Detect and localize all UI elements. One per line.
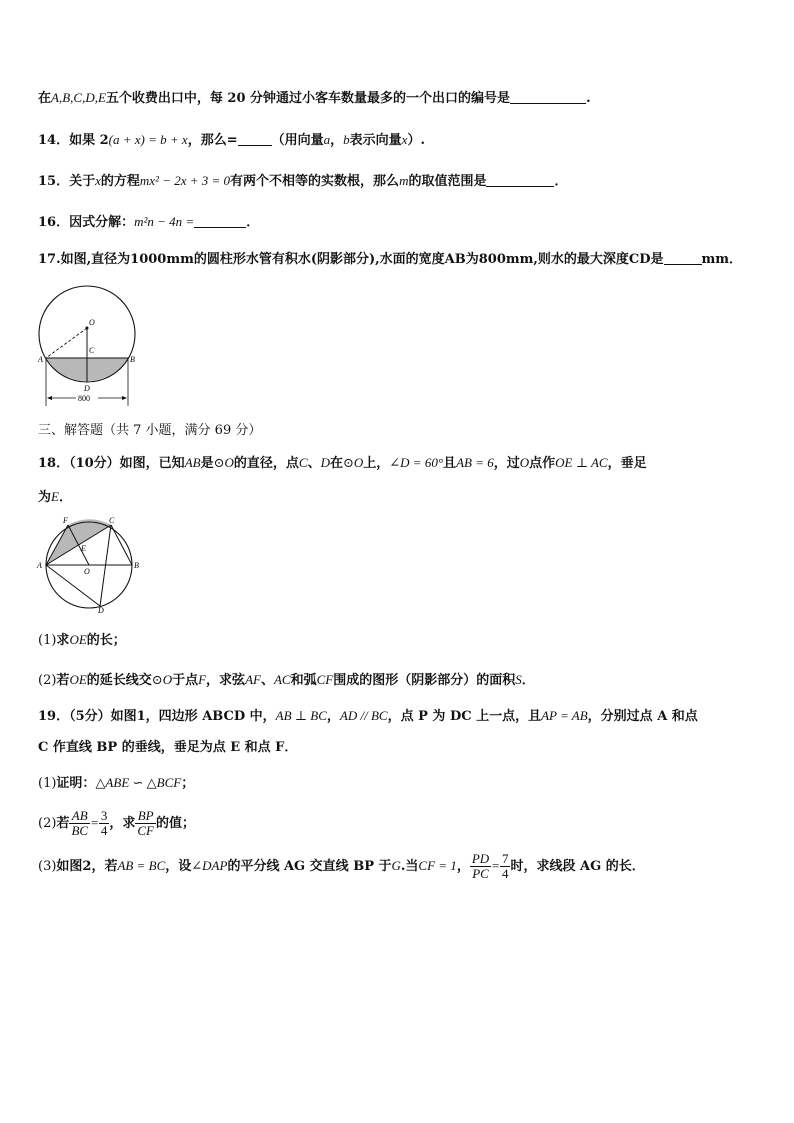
q18-circ: ⊙O (213, 455, 234, 470)
q14-paren: （用向量 (271, 133, 324, 148)
q15-post: 的取值范围是 (408, 174, 487, 189)
q19-num: 19．（5分）如图1，四边形 ABCD 中， (38, 709, 276, 724)
q18-perp: OE ⊥ AC (555, 455, 608, 470)
q18-text-line2 (38, 488, 72, 507)
q18p2-af: AF (245, 672, 261, 687)
q18-t3: 、 (307, 456, 321, 471)
q17-label-c: C (89, 346, 95, 355)
q17-arrow-left-icon (47, 396, 52, 400)
q19p2-t2: ，求 (109, 816, 136, 831)
q19-line2: C 作直线 BP 的垂线，垂足为点 E 和点 F． (38, 740, 298, 755)
q18-chord-ad (46, 565, 100, 606)
q16-end: ． (246, 215, 260, 230)
q19p2-t1: 若 (56, 816, 70, 831)
q19p3-g: G (391, 858, 401, 873)
q19p3-frac-7-4 (500, 852, 511, 881)
q19p2-frac-bp-cf (135, 809, 156, 838)
q18-label-a: A (37, 561, 42, 570)
q19-part1 (38, 774, 194, 793)
q19p2-f1n: AB (69, 809, 90, 824)
q18-c: C (298, 455, 308, 470)
q14-expr: (a + x) = b + x (108, 132, 188, 147)
q15-x: x (95, 173, 101, 188)
q14-sep: ， (330, 133, 344, 148)
q17-label-o: O (89, 318, 95, 327)
q18-label-b: B (134, 561, 139, 570)
q19-c1: AB ⊥ BC (275, 708, 327, 723)
q18-d: D (320, 455, 330, 470)
q19p1-t2: ； (181, 776, 195, 791)
q15-mid: 的方程 (100, 174, 140, 189)
q17-pipe-figure (34, 282, 144, 412)
q15-equation: mx² − 2x + 3 = 0 (139, 173, 231, 188)
q19-part3 (38, 849, 645, 884)
q19-t2: ，点 P 为 DC 上一点，且 (387, 709, 542, 724)
q19p2-n: (2) (38, 816, 57, 831)
q13-post: . (586, 91, 591, 106)
q18-chord-cb (111, 525, 132, 565)
q18-label-c: C (109, 516, 115, 525)
q18p2-t3: 于点 (172, 673, 199, 688)
q17-end: mm． (701, 252, 743, 267)
q19-c3: AP = AB (541, 708, 588, 723)
q18p2-t2: 的延长线交 (86, 673, 152, 688)
q18b-e: E (51, 489, 59, 504)
q18p2-n: (2) (38, 673, 57, 688)
q18-label-e: E (81, 544, 86, 553)
q18-circ2: ⊙O (342, 455, 364, 470)
q17-label-a: A (38, 355, 43, 364)
q17-answer-blank[interactable] (664, 250, 702, 265)
q13-vars: A,B,C,D,E (51, 90, 106, 105)
q19p3-t4: .当 (400, 859, 419, 874)
q15-num: 15．关于 (38, 174, 96, 189)
q18-label-d: D (98, 606, 104, 613)
q18-t2: 的直径，点 (233, 456, 299, 471)
q19p2-f3n: BP (135, 809, 156, 824)
q18p2-t1: 若 (56, 673, 70, 688)
q19p2-f2d: 4 (100, 823, 108, 838)
q18p2-t5: 、 (260, 673, 274, 688)
q18-ab: AB (184, 455, 201, 470)
q19p3-frac-pd-pc (470, 852, 491, 881)
q14-answer-blank[interactable] (238, 131, 272, 146)
q18p2-circ: ⊙O (151, 672, 173, 687)
q19p3-t1: 如图2，若 (56, 859, 118, 874)
q13-pre: 在 (38, 91, 52, 106)
q19p2-f1d: BC (71, 823, 89, 838)
q19-text-line2 (38, 739, 297, 757)
q19p2-f2n: 3 (100, 808, 108, 823)
q14-end: ）. (407, 133, 425, 148)
q18p2-t7: 围成的图形（阴影部分）的面积 (333, 673, 516, 688)
q16-expr: m²n − 4n = (134, 214, 195, 229)
q16-text (38, 213, 259, 232)
q18-t4: 在 (329, 456, 343, 471)
q19p3-c2: CF = 1 (418, 858, 457, 873)
q18b-t1: 为 (38, 490, 52, 505)
q19p3-t5: ， (456, 859, 470, 874)
q18-part1 (38, 631, 126, 650)
q18-o: O (519, 455, 530, 470)
q18-ab6: AB = 6 (456, 455, 494, 470)
q19p2-t3: 的值； (155, 816, 195, 831)
q19p3-n: (3) (38, 859, 57, 874)
q18-circle-figure (34, 513, 144, 613)
q18p2-ac: AC (273, 672, 291, 687)
q17-arrow-right-icon (122, 396, 127, 400)
q19-t1: ， (326, 709, 340, 724)
q18p1-t2: 的长； (86, 633, 126, 648)
q17-dim-label: 800 (78, 394, 90, 403)
q15-answer-blank[interactable] (486, 172, 554, 187)
q17-label-d: D (84, 384, 90, 393)
q17-label-b: B (130, 355, 135, 364)
q19-c2: AD // BC (339, 708, 388, 723)
q19p3-t6: 时，求线段 AG 的长． (510, 859, 645, 874)
q15-m: m (399, 173, 409, 188)
q19-text-line1 (38, 707, 698, 726)
q13-answer-blank[interactable] (510, 89, 586, 104)
q15-mid2: 有两个不相等的实数根，那么 (230, 174, 400, 189)
q18p2-t4: ，求弦 (206, 673, 246, 688)
q19p3-angle: ∠DAP (191, 858, 228, 873)
q16-num: 16．因式分解： (38, 215, 135, 230)
q15-end: ． (554, 174, 568, 189)
q14-vec-a: a (323, 132, 331, 147)
q19p3-f1d: PC (472, 866, 489, 881)
q19p3-t3: 的平分线 AG 交直线 BP 于 (227, 859, 392, 874)
q19p3-eq: = (491, 858, 500, 873)
q14-rep: 表示向量 (349, 133, 402, 148)
q18-angle: ∠D = 60° (389, 455, 444, 470)
q19p2-frac-3-4 (99, 809, 110, 838)
q18p1-oe: OE (69, 632, 87, 647)
q18p2-s: S (515, 672, 522, 687)
q18-shaded-region (46, 519, 111, 565)
q19p2-f3d: CF (137, 823, 154, 838)
q18p2-oe: OE (69, 672, 87, 687)
q18p2-t6: 和弧 (290, 673, 317, 688)
q19-part2 (38, 806, 195, 841)
q14-vec-x: x (401, 132, 408, 147)
q17-body: 17.如图,直径为1000mm的圆柱形水管有积水(阴影部分),水面的宽度AB为800mm,则水的最大深度CD是 (38, 252, 664, 267)
q14-vec-b: b (343, 132, 350, 147)
q19p1-t1: 证明： (56, 776, 96, 791)
q18-t9: ，垂足 (607, 456, 647, 471)
q13-text (38, 89, 591, 108)
q18-label-f: F (63, 516, 68, 525)
q19-t3: ，分别过点 A 和点 (587, 709, 698, 724)
q17-radius-oa (46, 328, 87, 358)
q16-answer-blank[interactable] (194, 213, 246, 228)
q18-t1: 是 (200, 456, 214, 471)
q19p1-sim: △ABE ∽ △BCF (95, 775, 182, 790)
q18-t7: ，过 (493, 456, 520, 471)
q19p1-n: (1) (38, 776, 57, 791)
q19p3-f1n: PD (471, 851, 490, 866)
q18p1-n: (1) (38, 633, 57, 648)
q18-label-o: O (84, 567, 90, 576)
q19p2-eq: = (90, 815, 99, 830)
q19p2-frac-ab-bc (69, 809, 90, 838)
q18-part2 (38, 671, 535, 690)
q18p1-t1: 求 (56, 633, 70, 648)
q14-num: 14．如果 2 (38, 133, 109, 148)
q18p2-f: F (198, 672, 207, 687)
section-3-title: 三、解答题（共 7 小题，满分 69 分） (38, 423, 262, 438)
q18-t8: 点作 (529, 456, 556, 471)
q18p2-cf: CF (316, 672, 334, 687)
q17-text (38, 250, 742, 269)
q18-num: 18．（10分）如图，已知 (38, 456, 185, 471)
q14-mid: ，那么 (187, 133, 227, 148)
q14-text (38, 131, 425, 150)
section-3-header (38, 422, 261, 440)
q19p3-f2d: 4 (501, 866, 509, 881)
q19p3-t2: ，设 (165, 859, 192, 874)
q18-text-line1 (38, 454, 647, 473)
q18p2-t8: ． (521, 673, 535, 688)
q14-eq: = (226, 133, 238, 148)
q19p3-f2n: 7 (501, 851, 509, 866)
q13-mid: 五个收费出口中，每 20 分钟通过小客车数量最多的一个出口的编号是 (105, 91, 511, 106)
q18b-t2: ． (58, 490, 72, 505)
q18-t6: 且 (443, 456, 457, 471)
q15-text (38, 172, 567, 191)
q19p3-c1: AB = BC (117, 858, 166, 873)
q18-t5: 上， (363, 456, 390, 471)
